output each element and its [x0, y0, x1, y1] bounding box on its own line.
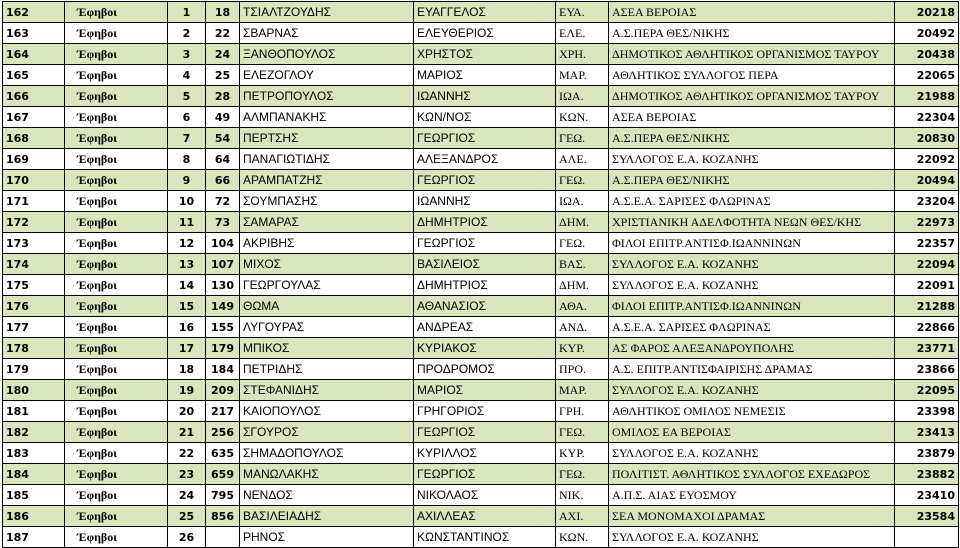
points-cell: 23398: [895, 401, 959, 422]
category-cell: Έφηβοι: [65, 233, 168, 254]
club-cell: ΣΥΛΛΟΓΟΣ Ε.Α. ΚΟΖΑΝΗΣ: [609, 275, 895, 296]
rank-cell: 12: [168, 233, 206, 254]
table-row: [3, 296, 959, 317]
rank-cell: 16: [168, 317, 206, 338]
name-abbr-cell: ΚΩΝ.: [556, 527, 609, 548]
club-cell: ΦΙΛΟΙ ΕΠΙΤΡ.ΑΝΤΙΣΦ.ΙΩΑΝΝΙΝΩΝ: [609, 296, 895, 317]
firstname-cell: ΓΕΩΡΓΙΟΣ: [414, 170, 556, 191]
rank-cell: 13: [168, 254, 206, 275]
table-row: [3, 233, 959, 254]
club-cell: Α.Σ. ΕΠΙΤΡ.ΑΝΤΙΣΦΑΙΡΙΣΗΣ ΔΡΑΜΑΣ: [609, 359, 895, 380]
number-cell: 209: [206, 380, 240, 401]
position-cell: 169: [3, 149, 65, 170]
points-cell: 20830: [895, 128, 959, 149]
table-row: [3, 380, 959, 401]
position-cell: 165: [3, 65, 65, 86]
position-cell: 176: [3, 296, 65, 317]
number-cell: 635: [206, 443, 240, 464]
table-row: [3, 2, 959, 23]
position-cell: 186: [3, 506, 65, 527]
name-abbr-cell: ΑΧΙ.: [556, 506, 609, 527]
club-cell: ΠΟΛΙΤΙΣΤ. ΑΘΛΗΤΙΚΟΣ ΣΥΛΛΟΓΟΣ ΕΧΕΔΩΡΟΣ: [609, 464, 895, 485]
number-cell: 73: [206, 212, 240, 233]
category-cell: Έφηβοι: [65, 86, 168, 107]
club-cell: ΣΕΑ ΜΟΝΟΜΑΧΟΙ ΔΡΑΜΑΣ: [609, 506, 895, 527]
surname-cell: ΕΛΕΖΟΓΛΟΥ: [240, 65, 414, 86]
firstname-cell: ΓΕΩΡΓΙΟΣ: [414, 422, 556, 443]
category-cell: Έφηβοι: [65, 191, 168, 212]
category-cell: Έφηβοι: [65, 506, 168, 527]
surname-cell: ΣΒΑΡΝΑΣ: [240, 23, 414, 44]
points-cell: 20218: [895, 2, 959, 23]
table-row: [3, 527, 959, 548]
club-cell: ΑΘΛΗΤΙΚΟΣ ΟΜΙΛΟΣ ΝΕΜΕΣΙΣ: [609, 401, 895, 422]
surname-cell: ΤΣΙΑΛΤΖΟΥΔΗΣ: [240, 2, 414, 23]
position-cell: 163: [3, 23, 65, 44]
name-abbr-cell: ΠΡΟ.: [556, 359, 609, 380]
position-cell: 187: [3, 527, 65, 548]
position-cell: 179: [3, 359, 65, 380]
points-cell: [895, 527, 959, 548]
table-row: [3, 317, 959, 338]
rank-cell: 22: [168, 443, 206, 464]
name-abbr-cell: ΓΡΗ.: [556, 401, 609, 422]
surname-cell: ΜΙΧΟΣ: [240, 254, 414, 275]
points-cell: 22973: [895, 212, 959, 233]
category-cell: Έφηβοι: [65, 65, 168, 86]
firstname-cell: ΔΗΜΗΤΡΙΟΣ: [414, 212, 556, 233]
position-cell: 170: [3, 170, 65, 191]
number-cell: 49: [206, 107, 240, 128]
firstname-cell: ΑΛΕΞΑΝΔΡΟΣ: [414, 149, 556, 170]
points-cell: 22095: [895, 380, 959, 401]
rank-cell: 14: [168, 275, 206, 296]
surname-cell: ΘΩΜΑ: [240, 296, 414, 317]
points-cell: 20438: [895, 44, 959, 65]
points-cell: 23879: [895, 443, 959, 464]
club-cell: Α.Σ.ΠΕΡΑ ΘΕΣ/ΝΙΚΗΣ: [609, 128, 895, 149]
table-row: [3, 254, 959, 275]
number-cell: 54: [206, 128, 240, 149]
firstname-cell: ΧΡΗΣΤΟΣ: [414, 44, 556, 65]
club-cell: ΔΗΜΟΤΙΚΟΣ ΑΘΛΗΤΙΚΟΣ ΟΡΓΑΝΙΣΜΟΣ ΤΑΥΡΟΥ: [609, 86, 895, 107]
category-cell: Έφηβοι: [65, 107, 168, 128]
points-cell: 22065: [895, 65, 959, 86]
surname-cell: ΚΑΙΟΠΟΥΛΟΣ: [240, 401, 414, 422]
points-cell: 23410: [895, 485, 959, 506]
club-cell: ΟΜΙΛΟΣ ΕΑ ΒΕΡΟΙΑΣ: [609, 422, 895, 443]
rank-cell: 20: [168, 401, 206, 422]
name-abbr-cell: ΓΕΩ.: [556, 128, 609, 149]
number-cell: 179: [206, 338, 240, 359]
category-cell: Έφηβοι: [65, 275, 168, 296]
name-abbr-cell: ΜΑΡ.: [556, 380, 609, 401]
firstname-cell: ΚΩΝ/ΝΟΣ: [414, 107, 556, 128]
points-cell: 21988: [895, 86, 959, 107]
position-cell: 182: [3, 422, 65, 443]
club-cell: ΣΥΛΛΟΓΟΣ Ε.Α. ΚΟΖΑΝΗΣ: [609, 527, 895, 548]
table-row: [3, 128, 959, 149]
number-cell: [206, 527, 240, 548]
name-abbr-cell: ΔΗΜ.: [556, 212, 609, 233]
table-row: [3, 170, 959, 191]
club-cell: ΣΥΛΛΟΓΟΣ Ε.Α. ΚΟΖΑΝΗΣ: [609, 149, 895, 170]
table-row: [3, 485, 959, 506]
surname-cell: ΛΥΓΟΥΡΑΣ: [240, 317, 414, 338]
number-cell: 155: [206, 317, 240, 338]
surname-cell: ΠΕΡΤΣΗΣ: [240, 128, 414, 149]
points-cell: 23413: [895, 422, 959, 443]
firstname-cell: ΓΡΗΓΟΡΙΟΣ: [414, 401, 556, 422]
rank-cell: 18: [168, 359, 206, 380]
name-abbr-cell: ΓΕΩ.: [556, 422, 609, 443]
points-cell: 20494: [895, 170, 959, 191]
rank-cell: 6: [168, 107, 206, 128]
table-row: [3, 443, 959, 464]
rank-cell: 11: [168, 212, 206, 233]
category-cell: Έφηβοι: [65, 464, 168, 485]
name-abbr-cell: ΕΥΑ.: [556, 2, 609, 23]
rank-cell: 4: [168, 65, 206, 86]
position-cell: 174: [3, 254, 65, 275]
firstname-cell: ΚΩΝΣΤΑΝΤΙΝΟΣ: [414, 527, 556, 548]
table-row: [3, 359, 959, 380]
number-cell: 104: [206, 233, 240, 254]
firstname-cell: ΑΧΙΛΛΕΑΣ: [414, 506, 556, 527]
surname-cell: ΣΑΜΑΡΑΣ: [240, 212, 414, 233]
club-cell: ΑΣ ΦΑΡΟΣ ΑΛΕΞΑΝΔΡΟΥΠΟΛΗΣ: [609, 338, 895, 359]
rank-cell: 26: [168, 527, 206, 548]
number-cell: 28: [206, 86, 240, 107]
name-abbr-cell: ΒΑΣ.: [556, 254, 609, 275]
category-cell: Έφηβοι: [65, 401, 168, 422]
name-abbr-cell: ΧΡΗ.: [556, 44, 609, 65]
table-row: [3, 338, 959, 359]
firstname-cell: ΝΙΚΟΛΑΟΣ: [414, 485, 556, 506]
table-body: [3, 2, 959, 548]
firstname-cell: ΑΝΔΡΕΑΣ: [414, 317, 556, 338]
category-cell: Έφηβοι: [65, 485, 168, 506]
position-cell: 175: [3, 275, 65, 296]
number-cell: 18: [206, 2, 240, 23]
surname-cell: ΜΠΙΚΟΣ: [240, 338, 414, 359]
position-cell: 164: [3, 44, 65, 65]
category-cell: Έφηβοι: [65, 296, 168, 317]
surname-cell: ΡΗΝΟΣ: [240, 527, 414, 548]
category-cell: Έφηβοι: [65, 212, 168, 233]
rank-cell: 23: [168, 464, 206, 485]
name-abbr-cell: ΔΗΜ.: [556, 275, 609, 296]
rank-cell: 8: [168, 149, 206, 170]
position-cell: 173: [3, 233, 65, 254]
position-cell: 185: [3, 485, 65, 506]
table-row: [3, 275, 959, 296]
rank-cell: 17: [168, 338, 206, 359]
table-row: [3, 86, 959, 107]
number-cell: 25: [206, 65, 240, 86]
number-cell: 64: [206, 149, 240, 170]
position-cell: 167: [3, 107, 65, 128]
name-abbr-cell: ΚΥΡ.: [556, 338, 609, 359]
surname-cell: ΠΕΤΡΙΔΗΣ: [240, 359, 414, 380]
number-cell: 130: [206, 275, 240, 296]
category-cell: Έφηβοι: [65, 23, 168, 44]
points-cell: 22357: [895, 233, 959, 254]
points-cell: 23882: [895, 464, 959, 485]
table-row: [3, 149, 959, 170]
surname-cell: ΣΓΟΥΡΟΣ: [240, 422, 414, 443]
table-row: [3, 212, 959, 233]
position-cell: 168: [3, 128, 65, 149]
rank-cell: 7: [168, 128, 206, 149]
name-abbr-cell: ΙΩΑ.: [556, 191, 609, 212]
name-abbr-cell: ΓΕΩ.: [556, 170, 609, 191]
firstname-cell: ΜΑΡΙΟΣ: [414, 65, 556, 86]
club-cell: ΦΙΛΟΙ ΕΠΙΤΡ.ΑΝΤΙΣΦ.ΙΩΑΝΝΙΝΩΝ: [609, 233, 895, 254]
number-cell: 24: [206, 44, 240, 65]
table-row: [3, 23, 959, 44]
position-cell: 180: [3, 380, 65, 401]
rank-cell: 24: [168, 485, 206, 506]
points-cell: 22092: [895, 149, 959, 170]
number-cell: 217: [206, 401, 240, 422]
rank-cell: 9: [168, 170, 206, 191]
name-abbr-cell: ΜΑΡ.: [556, 65, 609, 86]
number-cell: 66: [206, 170, 240, 191]
rank-cell: 5: [168, 86, 206, 107]
firstname-cell: ΠΡΟΔΡΟΜΟΣ: [414, 359, 556, 380]
number-cell: 795: [206, 485, 240, 506]
rank-cell: 1: [168, 2, 206, 23]
club-cell: ΑΘΛΗΤΙΚΟΣ ΣΥΛΛΟΓΟΣ ΠΕΡΑ: [609, 65, 895, 86]
name-abbr-cell: ΚΩΝ.: [556, 107, 609, 128]
surname-cell: ΑΚΡΙΒΗΣ: [240, 233, 414, 254]
name-abbr-cell: ΓΕΩ.: [556, 464, 609, 485]
category-cell: Έφηβοι: [65, 317, 168, 338]
rank-cell: 15: [168, 296, 206, 317]
category-cell: Έφηβοι: [65, 149, 168, 170]
number-cell: 184: [206, 359, 240, 380]
number-cell: 856: [206, 506, 240, 527]
club-cell: ΣΥΛΛΟΓΟΣ Ε.Α. ΚΟΖΑΝΗΣ: [609, 443, 895, 464]
name-abbr-cell: ΕΛΕ.: [556, 23, 609, 44]
firstname-cell: ΜΑΡΙΟΣ: [414, 380, 556, 401]
category-cell: Έφηβοι: [65, 44, 168, 65]
category-cell: Έφηβοι: [65, 254, 168, 275]
table-row: [3, 464, 959, 485]
points-cell: 23204: [895, 191, 959, 212]
surname-cell: ΠΕΤΡΟΠΟΥΛΟΣ: [240, 86, 414, 107]
firstname-cell: ΕΥΑΓΓΕΛΟΣ: [414, 2, 556, 23]
table-row: [3, 44, 959, 65]
category-cell: Έφηβοι: [65, 128, 168, 149]
position-cell: 162: [3, 2, 65, 23]
position-cell: 166: [3, 86, 65, 107]
points-cell: 22866: [895, 317, 959, 338]
firstname-cell: ΓΕΩΡΓΙΟΣ: [414, 233, 556, 254]
number-cell: 72: [206, 191, 240, 212]
category-cell: Έφηβοι: [65, 359, 168, 380]
position-cell: 177: [3, 317, 65, 338]
position-cell: 181: [3, 401, 65, 422]
position-cell: 184: [3, 464, 65, 485]
category-cell: Έφηβοι: [65, 443, 168, 464]
rank-cell: 3: [168, 44, 206, 65]
table-row: [3, 191, 959, 212]
club-cell: Α.Π.Σ. ΑΙΑΣ ΕΥΟΣΜΟΥ: [609, 485, 895, 506]
name-abbr-cell: ΑΝΔ.: [556, 317, 609, 338]
number-cell: 659: [206, 464, 240, 485]
club-cell: Α.Σ.ΠΕΡΑ ΘΕΣ/ΝΙΚΗΣ: [609, 23, 895, 44]
surname-cell: ΣΟΥΜΠΑΣΗΣ: [240, 191, 414, 212]
table-row: [3, 107, 959, 128]
number-cell: 149: [206, 296, 240, 317]
club-cell: ΑΣΕΑ ΒΕΡΟΙΑΣ: [609, 2, 895, 23]
surname-cell: ΣΤΕΦΑΝΙΔΗΣ: [240, 380, 414, 401]
points-cell: 21288: [895, 296, 959, 317]
name-abbr-cell: ΑΘΑ.: [556, 296, 609, 317]
points-cell: 23771: [895, 338, 959, 359]
table-row: [3, 65, 959, 86]
number-cell: 107: [206, 254, 240, 275]
surname-cell: ΒΑΣΙΛΕΙΑΔΗΣ: [240, 506, 414, 527]
firstname-cell: ΔΗΜΗΤΡΙΟΣ: [414, 275, 556, 296]
firstname-cell: ΒΑΣΙΛΕΙΟΣ: [414, 254, 556, 275]
number-cell: 256: [206, 422, 240, 443]
position-cell: 178: [3, 338, 65, 359]
points-cell: 23584: [895, 506, 959, 527]
category-cell: Έφηβοι: [65, 338, 168, 359]
surname-cell: ΠΑΝΑΓΙΩΤΙΔΗΣ: [240, 149, 414, 170]
surname-cell: ΝΕΝΔΟΣ: [240, 485, 414, 506]
category-cell: Έφηβοι: [65, 2, 168, 23]
name-abbr-cell: ΓΕΩ.: [556, 233, 609, 254]
rank-cell: 21: [168, 422, 206, 443]
category-cell: Έφηβοι: [65, 422, 168, 443]
surname-cell: ΜΑΝΩΛΑΚΗΣ: [240, 464, 414, 485]
rank-cell: 10: [168, 191, 206, 212]
points-cell: 22091: [895, 275, 959, 296]
table-row: [3, 401, 959, 422]
surname-cell: ΞΑΝΘΟΠΟΥΛΟΣ: [240, 44, 414, 65]
firstname-cell: ΚΥΡΙΑΚΟΣ: [414, 338, 556, 359]
surname-cell: ΣΗΜΑΔΟΠΟΥΛΟΣ: [240, 443, 414, 464]
name-abbr-cell: ΝΙΚ.: [556, 485, 609, 506]
points-cell: 23866: [895, 359, 959, 380]
firstname-cell: ΚΥΡΙΛΛΟΣ: [414, 443, 556, 464]
results-table: [2, 1, 959, 548]
firstname-cell: ΓΕΩΡΓΙΟΣ: [414, 464, 556, 485]
rank-cell: 2: [168, 23, 206, 44]
club-cell: Α.Σ.Ε.Α. ΣΑΡΙΣΕΣ ΦΛΩΡΙΝΑΣ: [609, 191, 895, 212]
firstname-cell: ΑΘΑΝΑΣΙΟΣ: [414, 296, 556, 317]
points-cell: 22304: [895, 107, 959, 128]
club-cell: ΑΣΕΑ ΒΕΡΟΙΑΣ: [609, 107, 895, 128]
club-cell: ΔΗΜΟΤΙΚΟΣ ΑΘΛΗΤΙΚΟΣ ΟΡΓΑΝΙΣΜΟΣ ΤΑΥΡΟΥ: [609, 44, 895, 65]
firstname-cell: ΕΛΕΥΘΕΡΙΟΣ: [414, 23, 556, 44]
table-row: [3, 422, 959, 443]
category-cell: Έφηβοι: [65, 380, 168, 401]
rank-cell: 25: [168, 506, 206, 527]
club-cell: ΣΥΛΛΟΓΟΣ Ε.Α. ΚΟΖΑΝΗΣ: [609, 380, 895, 401]
club-cell: Α.Σ.Ε.Α. ΣΑΡΙΣΕΣ ΦΛΩΡΙΝΑΣ: [609, 317, 895, 338]
table-row: [3, 506, 959, 527]
club-cell: ΣΥΛΛΟΓΟΣ Ε.Α. ΚΟΖΑΝΗΣ: [609, 254, 895, 275]
surname-cell: ΑΡΑΜΠΑΤΖΗΣ: [240, 170, 414, 191]
category-cell: Έφηβοι: [65, 527, 168, 548]
category-cell: Έφηβοι: [65, 170, 168, 191]
name-abbr-cell: ΙΩΑ.: [556, 86, 609, 107]
club-cell: Α.Σ.ΠΕΡΑ ΘΕΣ/ΝΙΚΗΣ: [609, 170, 895, 191]
firstname-cell: ΙΩΑΝΝΗΣ: [414, 191, 556, 212]
position-cell: 171: [3, 191, 65, 212]
position-cell: 183: [3, 443, 65, 464]
points-cell: 22094: [895, 254, 959, 275]
firstname-cell: ΙΩΑΝΝΗΣ: [414, 86, 556, 107]
name-abbr-cell: ΚΥΡ.: [556, 443, 609, 464]
surname-cell: ΓΕΩΡΓΟΥΛΑΣ: [240, 275, 414, 296]
rank-cell: 19: [168, 380, 206, 401]
name-abbr-cell: ΑΛΕ.: [556, 149, 609, 170]
surname-cell: ΑΛΜΠΑΝΑΚΗΣ: [240, 107, 414, 128]
club-cell: ΧΡΙΣΤΙΑΝΙΚΗ ΑΔΕΛΦΟΤΗΤΑ ΝΕΩΝ ΘΕΣ/ΚΗΣ: [609, 212, 895, 233]
firstname-cell: ΓΕΩΡΓΙΟΣ: [414, 128, 556, 149]
position-cell: 172: [3, 212, 65, 233]
points-cell: 20492: [895, 23, 959, 44]
number-cell: 22: [206, 23, 240, 44]
